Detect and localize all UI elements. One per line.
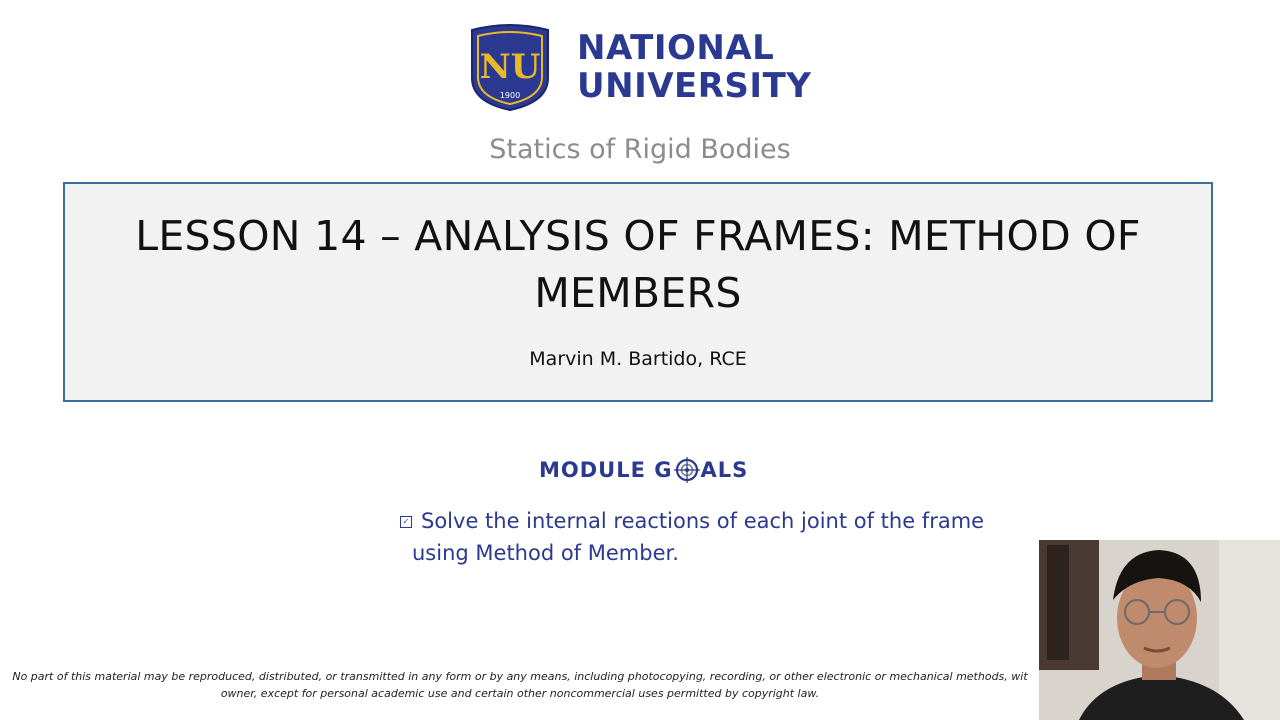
target-icon <box>674 457 700 483</box>
shield-logo-icon <box>468 22 552 112</box>
goals-heading-part1: MODULE G <box>539 458 673 482</box>
copyright-footer <box>0 668 1040 702</box>
author-name: Marvin M. Bartido, RCE <box>529 348 747 370</box>
goals-heading-part2: ALS <box>700 458 749 482</box>
brand-line-1: NATIONAL <box>577 28 775 68</box>
brand-name <box>577 29 811 105</box>
title-box <box>63 182 1213 402</box>
module-goals-heading <box>539 457 748 483</box>
logo-letters: NU <box>479 47 541 87</box>
checkbox-icon: ✓ <box>400 516 412 528</box>
footer-line-2: owner, except for personal academic use and certain other noncommercial uses permitted by copyright law. <box>220 687 820 700</box>
presenter-webcam <box>1039 540 1280 720</box>
lesson-title: LESSON 14 – ANALYSIS OF FRAMES: METHOD OF MEMBERS <box>135 212 1141 317</box>
logo-year: 1900 <box>499 91 521 100</box>
goal-text-line2: using Method of Member. <box>412 541 679 565</box>
goal-item <box>400 505 1020 569</box>
footer-line-1: No part of this material may be reproduced, distributed, or transmitted in any form or by any means, including photocopying, recording, or other electronic or mechanical methods, wit <box>12 670 1028 683</box>
brand-line-2: UNIVERSITY <box>577 66 812 106</box>
goal-text-line1: Solve the internal reactions of each joint of the frame <box>421 509 985 533</box>
subject-title: Statics of Rigid Bodies <box>489 134 791 165</box>
